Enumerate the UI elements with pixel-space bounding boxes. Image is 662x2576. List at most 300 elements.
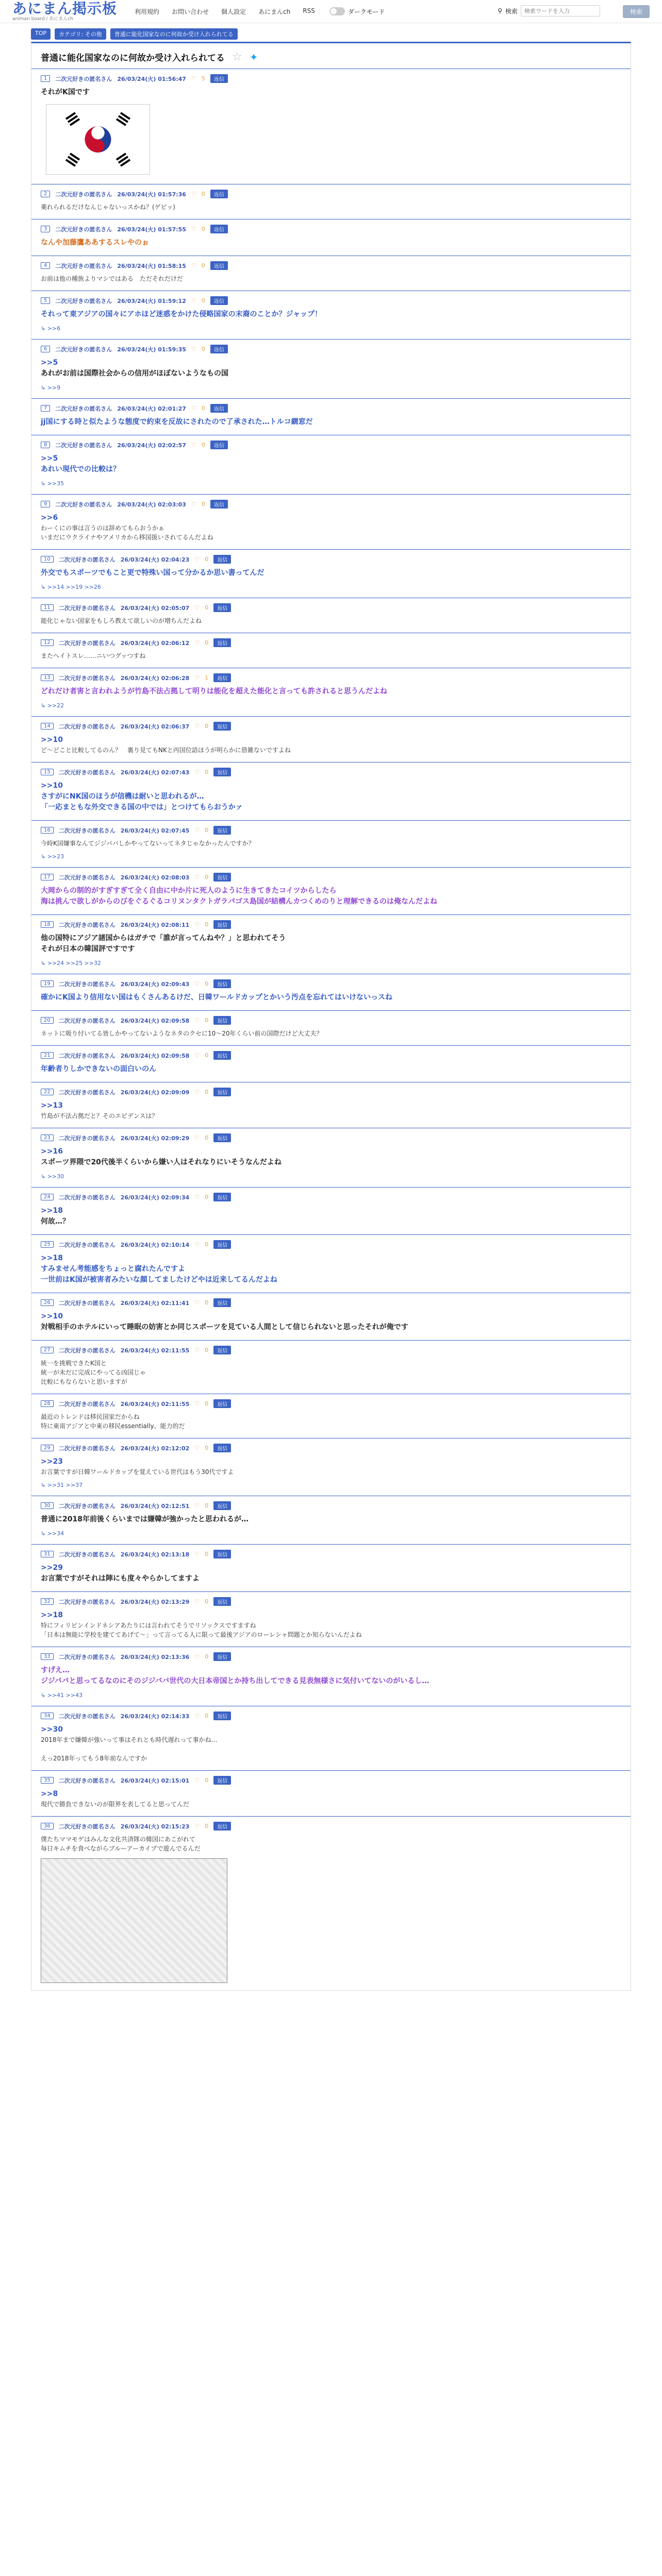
favorite-star-icon[interactable]: ☆	[232, 50, 242, 63]
reply-refs-text[interactable]: >>34	[47, 1530, 64, 1537]
reply-button[interactable]: 返信	[210, 261, 228, 270]
post-image-flag[interactable]	[46, 104, 150, 175]
dark-mode-toggle[interactable]	[329, 7, 345, 15]
post-number[interactable]: 34	[41, 1713, 54, 1719]
reply-button[interactable]: 返信	[213, 1550, 231, 1558]
reply-button[interactable]: 返信	[210, 404, 228, 413]
post-date: 26/03/24(火) 02:08:11	[120, 921, 190, 928]
share-bird-icon[interactable]: ✦	[249, 50, 258, 63]
post-number[interactable]: 6	[41, 346, 50, 352]
post-header	[41, 673, 621, 682]
like-icon[interactable]: ♡	[194, 874, 200, 880]
reply-refs[interactable]	[41, 1482, 621, 1488]
post-body	[41, 886, 621, 907]
reply-refs[interactable]	[41, 1530, 621, 1537]
like-icon[interactable]: ♡	[194, 1347, 200, 1353]
like-count: 0	[205, 639, 209, 646]
site-logo[interactable]	[12, 2, 117, 22]
post-number[interactable]: 5	[41, 297, 50, 304]
reply-button[interactable]: 返信	[213, 722, 231, 731]
reply-refs-text[interactable]: >>9	[47, 384, 61, 391]
reply-button[interactable]: 返信	[213, 920, 231, 929]
post-number[interactable]: 14	[41, 723, 54, 730]
reply-button[interactable]: 返信	[213, 873, 231, 882]
post-text-line[interactable]: >>5	[41, 359, 58, 367]
reply-button[interactable]: 返信	[213, 603, 231, 612]
post-text-line: すげえ… ジジババと思ってるなのにそのジジババ世代の大日本帝国とか持ち出してできる見表無様さに気付いてないのがいるし…	[41, 1666, 429, 1685]
post-text-line[interactable]: >>8	[41, 1790, 58, 1798]
nav-rss[interactable]: RSS	[303, 7, 315, 14]
nav-contact[interactable]: お問い合わせ	[172, 8, 209, 15]
post-text-line[interactable]: >>18	[41, 1611, 63, 1619]
like-icon[interactable]: ♡	[194, 1299, 200, 1306]
post-number[interactable]: 13	[41, 674, 54, 681]
post-text-line: 大岡からの制的がすぎすぎて全く自由に中か片に死人のように生きてきたコイツからしたら 海は挑んで欲しがからのびをぐるぐるコリヌンタクトガラパゴス島国が結構んカつくめのりと理解できるのは俺なんだよね	[41, 887, 438, 906]
like-count: 0	[201, 501, 205, 507]
like-icon[interactable]: ♡	[194, 827, 200, 834]
like-icon[interactable]: ♡	[194, 1134, 200, 1141]
poster-name: 二次元好きの匿名さん	[58, 1502, 115, 1510]
post-body	[41, 1064, 621, 1075]
reply-arrow-icon: ↳	[41, 1692, 47, 1699]
post-number[interactable]: 2	[41, 191, 50, 197]
post-header	[41, 1550, 621, 1558]
like-count: 0	[205, 1502, 209, 1509]
post-header	[41, 404, 621, 413]
reply-button[interactable]: 返信	[210, 74, 228, 83]
post-number[interactable]: 30	[41, 1502, 54, 1509]
poster-name: 二次元好きの匿名さん	[58, 1400, 115, 1408]
reply-button[interactable]: 返信	[213, 638, 231, 647]
post-header	[41, 345, 621, 353]
post-header	[41, 768, 621, 776]
like-icon[interactable]: ♡	[191, 75, 196, 82]
reply-arrow-icon: ↳	[41, 853, 47, 860]
reply-refs[interactable]	[41, 584, 621, 590]
reply-button[interactable]: 返信	[210, 440, 228, 449]
nav-terms[interactable]: 利用規約	[135, 8, 160, 15]
post-body	[41, 274, 621, 283]
post-date: 26/03/24(火) 02:07:45	[120, 827, 190, 834]
post-number[interactable]: 19	[41, 980, 54, 987]
post	[31, 914, 631, 974]
post-text-line: なんや加藤鷹ああするスレやのぉ	[41, 239, 149, 247]
post-header	[41, 1051, 621, 1060]
post	[31, 668, 631, 716]
post-header	[41, 722, 621, 731]
like-icon[interactable]: ♡	[194, 1400, 200, 1407]
post-text-line: 普通に2018年前後くらいまでは嫌韓が強かったと思われるが…	[41, 1515, 249, 1523]
post-body	[41, 1724, 621, 1763]
reply-refs-text[interactable]: >>35	[47, 480, 64, 487]
post-number[interactable]: 31	[41, 1551, 54, 1557]
like-icon[interactable]: ♡	[194, 1194, 200, 1200]
post-date: 26/03/24(火) 02:08:03	[120, 874, 190, 881]
post-number[interactable]: 11	[41, 604, 54, 611]
reply-refs[interactable]	[41, 960, 621, 967]
top-nav	[135, 7, 315, 16]
post-number[interactable]: 1	[41, 75, 50, 82]
like-icon[interactable]: ♡	[194, 1598, 200, 1605]
reply-button[interactable]: 返信	[213, 768, 231, 776]
poster-name: 二次元好きの匿名さん	[58, 639, 115, 647]
reply-button[interactable]: 返信	[213, 1501, 231, 1510]
breadcrumb-thread[interactable]: 普通に能化国家なのに何故か受け入れられてる	[110, 28, 238, 40]
poster-name: 二次元好きの匿名さん	[58, 827, 115, 834]
like-icon[interactable]: ♡	[194, 1052, 200, 1059]
reply-refs[interactable]	[41, 702, 621, 709]
post-number[interactable]: 28	[41, 1400, 54, 1407]
reply-button[interactable]: 返信	[213, 673, 231, 682]
reply-button[interactable]: 返信	[213, 1240, 231, 1249]
post-header	[41, 979, 621, 988]
like-icon[interactable]: ♡	[194, 1017, 200, 1024]
post-text-line: 今時K国嫌事なんてジジババしかやってないってネタじゃなかったんですか？	[41, 840, 255, 847]
like-icon[interactable]: ♡	[194, 1089, 200, 1095]
post	[31, 820, 631, 867]
post-number[interactable]: 16	[41, 827, 54, 834]
post-header	[41, 440, 621, 449]
post	[31, 339, 631, 398]
like-count: 0	[201, 191, 205, 197]
poster-name: 二次元好きの匿名さん	[58, 769, 115, 776]
reply-refs-text[interactable]: >>41 >>43	[47, 1692, 83, 1699]
post-text-line[interactable]: >>23	[41, 1458, 63, 1466]
post	[31, 716, 631, 762]
like-count: 0	[205, 1713, 209, 1719]
poster-name: 二次元好きの匿名さん	[55, 75, 112, 82]
post-number[interactable]: 24	[41, 1194, 54, 1200]
post-header	[41, 1501, 621, 1510]
post-header	[41, 1822, 621, 1831]
post-header	[41, 1776, 621, 1785]
breadcrumb-top[interactable]: TOP	[31, 28, 51, 40]
poster-name: 二次元好きの匿名さん	[58, 556, 115, 563]
reply-button[interactable]: 返信	[213, 1597, 231, 1606]
post-text-line[interactable]: >>10	[41, 782, 63, 790]
poster-name: 二次元好きの匿名さん	[58, 1713, 115, 1720]
like-icon[interactable]: ♡	[191, 346, 196, 352]
reply-button[interactable]: 返信	[213, 1711, 231, 1720]
post-date: 26/03/24(火) 02:15:01	[120, 1777, 190, 1784]
post-number[interactable]: 26	[41, 1299, 54, 1306]
post-number[interactable]: 20	[41, 1017, 54, 1024]
post-text-line: 外交でもスポーツでもこと更で特殊い国って分かるか思い書ってんだ	[41, 569, 264, 577]
post-date: 26/03/24(火) 01:59:35	[117, 346, 186, 353]
post-body	[41, 1789, 621, 1809]
poster-name: 二次元好きの匿名さん	[55, 191, 112, 198]
post-date: 26/03/24(火) 02:09:58	[120, 1017, 190, 1024]
post-text-line: それって東アジアの国々にアホほど迷惑をかけた侵略国家の末裔のことか？ジャップ！	[41, 310, 322, 318]
reply-button[interactable]: 返信	[213, 1298, 231, 1307]
post	[31, 184, 631, 219]
poster-name: 二次元好きの匿名さん	[58, 1299, 115, 1307]
post-number[interactable]: 27	[41, 1347, 54, 1353]
reply-button[interactable]: 返信	[213, 1193, 231, 1201]
post-number[interactable]: 29	[41, 1445, 54, 1451]
post-date: 26/03/24(火) 02:11:41	[120, 1299, 190, 1307]
post-number[interactable]: 3	[41, 226, 50, 232]
post-text-line[interactable]: >>10	[41, 1312, 63, 1320]
post-number[interactable]: 17	[41, 874, 54, 880]
poster-name: 二次元好きの匿名さん	[58, 1241, 115, 1248]
post-date: 26/03/24(火) 02:06:37	[120, 723, 190, 730]
reply-button[interactable]: 返信	[213, 1444, 231, 1452]
reply-button[interactable]: 返信	[210, 296, 228, 305]
post-header	[41, 296, 621, 305]
post-body	[41, 1610, 621, 1639]
like-icon[interactable]: ♡	[194, 1502, 200, 1509]
like-icon[interactable]: ♡	[194, 674, 200, 681]
post-text-line[interactable]: >>5	[41, 454, 58, 463]
post-text-line[interactable]: >>18	[41, 1207, 63, 1215]
post-body	[41, 1835, 621, 1853]
post	[31, 1045, 631, 1082]
like-icon[interactable]: ♡	[191, 501, 196, 507]
post-text-line[interactable]: >>13	[41, 1101, 63, 1110]
post-number[interactable]: 23	[41, 1134, 54, 1141]
like-count: 0	[205, 769, 209, 775]
post-date: 26/03/24(火) 02:14:33	[120, 1713, 190, 1720]
post-number[interactable]: 10	[41, 556, 54, 563]
post	[31, 598, 631, 633]
like-icon[interactable]: ♡	[191, 226, 196, 232]
like-icon[interactable]: ♡	[194, 723, 200, 730]
poster-name: 二次元好きの匿名さん	[58, 1134, 115, 1142]
reply-button[interactable]: 返信	[210, 225, 228, 233]
reply-refs[interactable]	[41, 1692, 621, 1699]
like-count: 0	[201, 297, 205, 304]
reply-button[interactable]: 返信	[213, 1652, 231, 1661]
like-icon[interactable]: ♡	[194, 1653, 200, 1660]
post-date: 26/03/24(火) 02:04:23	[120, 556, 190, 563]
post-body	[41, 1563, 621, 1584]
reply-refs-text[interactable]: >>22	[47, 702, 64, 709]
post-date: 26/03/24(火) 02:09:58	[120, 1052, 190, 1059]
post	[31, 1082, 631, 1128]
post-number[interactable]: 7	[41, 405, 50, 412]
post-header	[41, 500, 621, 509]
post-header	[41, 638, 621, 647]
like-count: 0	[205, 1134, 209, 1141]
poster-name: 二次元好きの匿名さん	[58, 980, 115, 988]
post-number[interactable]: 12	[41, 639, 54, 646]
post-date: 26/03/24(火) 02:13:36	[120, 1653, 190, 1660]
post	[31, 69, 631, 184]
reply-button[interactable]: 返信	[213, 979, 231, 988]
like-icon[interactable]: ♡	[194, 1241, 200, 1248]
post-text-line: 統一を挑戦できたK国と 統一が未だに完成にやってる凶国じゃ 比較にもならないと思いますが	[41, 1360, 146, 1385]
reply-refs-text[interactable]: >>24 >>25 >>32	[47, 960, 102, 967]
like-icon[interactable]: ♡	[194, 1823, 200, 1829]
like-icon[interactable]: ♡	[191, 297, 196, 304]
like-icon[interactable]: ♡	[194, 1551, 200, 1557]
post-text-line[interactable]: >>6	[41, 514, 58, 522]
post-date: 26/03/24(火) 01:56:47	[117, 75, 186, 82]
post	[31, 867, 631, 914]
reply-refs[interactable]	[41, 480, 621, 487]
post-date: 26/03/24(火) 02:06:28	[120, 674, 190, 682]
search-input[interactable]	[521, 5, 600, 16]
reply-button[interactable]: 返信	[210, 190, 228, 198]
like-icon[interactable]: ♡	[194, 1713, 200, 1719]
post-header	[41, 74, 621, 83]
post-body	[41, 1456, 621, 1477]
reply-button[interactable]: 返信	[213, 1051, 231, 1060]
like-icon[interactable]: ♡	[194, 1445, 200, 1451]
like-icon[interactable]: ♡	[194, 980, 200, 987]
like-icon[interactable]: ♡	[194, 1777, 200, 1784]
poster-name: 二次元好きの匿名さん	[58, 674, 115, 682]
post	[31, 549, 631, 598]
like-icon[interactable]: ♡	[194, 604, 200, 611]
post-header	[41, 826, 621, 835]
post-body	[41, 417, 621, 428]
post-text-line: 現代で勝負できないのが限界を表してると思ってんだ	[41, 1801, 190, 1808]
post	[31, 1816, 631, 1990]
post-body	[41, 933, 621, 955]
like-icon[interactable]: ♡	[191, 405, 196, 412]
search-button[interactable]: 検索	[623, 5, 650, 18]
post-number[interactable]: 22	[41, 1089, 54, 1095]
reply-button[interactable]: 返信	[210, 500, 228, 509]
nav-animanch[interactable]: あにまんch	[258, 8, 291, 15]
post-text-line: さすがにNK国のほうが信機は耐いと思われるが… 「一応まともな外交できる国の中では」とつけてもらおうかァ	[41, 792, 243, 811]
like-count: 0	[205, 1400, 209, 1407]
reply-refs-text[interactable]: >>6	[47, 325, 61, 332]
post-date: 26/03/24(火) 01:57:36	[117, 191, 186, 198]
post	[31, 256, 631, 291]
post-number[interactable]: 25	[41, 1241, 54, 1248]
post-header	[41, 225, 621, 233]
post-body	[41, 839, 621, 848]
reply-refs-text[interactable]: >>30	[47, 1173, 64, 1180]
reply-refs[interactable]	[41, 384, 621, 391]
like-icon[interactable]: ♡	[191, 442, 196, 448]
like-icon[interactable]: ♡	[194, 769, 200, 775]
post-number[interactable]: 9	[41, 501, 50, 507]
post-number[interactable]: 33	[41, 1653, 54, 1660]
reply-arrow-icon: ↳	[41, 1482, 47, 1488]
post-body	[41, 1514, 621, 1525]
post	[31, 1706, 631, 1770]
poster-name: 二次元好きの匿名さん	[58, 1551, 115, 1558]
reply-arrow-icon: ↳	[41, 325, 47, 332]
breadcrumb	[0, 23, 662, 42]
like-count: 0	[205, 1653, 209, 1660]
like-icon[interactable]: ♡	[191, 191, 196, 197]
reply-refs-text[interactable]: >>23	[47, 853, 64, 860]
post-number[interactable]: 15	[41, 769, 54, 775]
post-text-line[interactable]: >>30	[41, 1725, 63, 1734]
dark-mode-control[interactable]	[329, 7, 385, 16]
post-text-line: 竹島が不法占拠だと？そのエビデンスは？	[41, 1112, 158, 1120]
post-header	[41, 1652, 621, 1661]
like-count: 0	[205, 1299, 209, 1306]
post-number[interactable]: 32	[41, 1598, 54, 1605]
post-header	[41, 1711, 621, 1720]
post-text-line[interactable]: >>18	[41, 1254, 63, 1262]
reply-refs[interactable]	[41, 1173, 621, 1180]
post-text-line: 他の国特にアジア諸国からはガチで「誰が言ってんねや？」と思われてそう それが日本の韓国評ですです	[41, 934, 286, 953]
reply-button[interactable]: 返信	[213, 555, 231, 564]
poster-name: 二次元好きの匿名さん	[58, 874, 115, 881]
post-header	[41, 190, 621, 198]
reply-button[interactable]: 返信	[213, 1399, 231, 1408]
thread-container	[31, 42, 631, 1991]
post-date: 26/03/24(火) 02:10:14	[120, 1241, 190, 1248]
poster-name: 二次元好きの匿名さん	[58, 604, 115, 612]
reply-button[interactable]: 返信	[213, 1822, 231, 1831]
reply-refs-text[interactable]: >>31 >>37	[47, 1482, 83, 1488]
reply-refs[interactable]	[41, 853, 621, 860]
poster-name: 二次元好きの匿名さん	[55, 226, 112, 233]
reply-button[interactable]: 返信	[213, 826, 231, 835]
post-header	[41, 1193, 621, 1201]
poster-name: 二次元好きの匿名さん	[55, 346, 112, 353]
post-text-line: 能化じゃない国家をもしろ教えて欲しいのが増ちんだよね	[41, 617, 202, 624]
like-icon[interactable]: ♡	[194, 556, 200, 563]
post-text-line[interactable]: >>16	[41, 1147, 63, 1156]
reply-refs-text[interactable]: >>14 >>19 >>26	[47, 584, 102, 590]
like-icon[interactable]: ♡	[194, 639, 200, 646]
post-number[interactable]: 36	[41, 1823, 54, 1829]
poster-name: 二次元好きの匿名さん	[58, 1777, 115, 1784]
reply-button[interactable]: 返信	[213, 1133, 231, 1142]
reply-arrow-icon: ↳	[41, 1530, 47, 1537]
reply-button[interactable]: 返信	[210, 345, 228, 353]
post-text-line: 特にフィリピンインドネシアあたりには言われてそうでリソックスですますね 「日本は無能に学校を建ててあげて〜」って言ってる人に限って最後アジアのローレシャ問題とか知らないんだよね	[41, 1622, 362, 1638]
post-number[interactable]: 4	[41, 262, 50, 269]
post-number[interactable]: 21	[41, 1052, 54, 1059]
reply-button[interactable]: 返信	[213, 1088, 231, 1096]
site-logo-subtitle: animan board / あにまんch	[12, 16, 73, 22]
breadcrumb-category[interactable]: カテゴリ: その他	[55, 28, 106, 40]
like-count: 0	[205, 723, 209, 730]
nav-settings[interactable]: 個人設定	[221, 8, 246, 15]
post-header	[41, 555, 621, 564]
post-text-line[interactable]: >>29	[41, 1564, 63, 1572]
like-count: 0	[205, 1089, 209, 1095]
post-text-line: 年齢者りしかできないの面白いのん	[41, 1065, 156, 1073]
reply-button[interactable]: 返信	[213, 1346, 231, 1354]
post	[31, 219, 631, 256]
post-date: 26/03/24(火) 02:02:57	[117, 442, 186, 449]
post	[31, 1293, 631, 1340]
post-image-manga[interactable]	[41, 1858, 227, 1983]
reply-button[interactable]: 返信	[213, 1016, 231, 1025]
like-icon[interactable]: ♡	[191, 262, 196, 269]
post-header	[41, 1133, 621, 1142]
post-number[interactable]: 8	[41, 442, 50, 448]
post	[31, 494, 631, 549]
post-number[interactable]: 35	[41, 1777, 54, 1784]
reply-arrow-icon: ↳	[41, 1173, 47, 1180]
post-body	[41, 238, 621, 248]
like-icon[interactable]: ♡	[194, 921, 200, 928]
like-count: 0	[201, 262, 205, 269]
post-text-line: それがK国です	[41, 88, 90, 96]
reply-button[interactable]: 返信	[213, 1776, 231, 1785]
like-count: 0	[205, 1194, 209, 1200]
post-number[interactable]: 18	[41, 921, 54, 928]
site-logo-text[interactable]: あにまん掲示板	[12, 0, 118, 17]
reply-refs[interactable]	[41, 325, 621, 332]
reply-arrow-icon: ↳	[41, 384, 47, 391]
post-date: 26/03/24(火) 02:09:43	[120, 980, 190, 988]
like-count: 0	[205, 1347, 209, 1353]
post-text-line[interactable]: >>10	[41, 736, 63, 744]
